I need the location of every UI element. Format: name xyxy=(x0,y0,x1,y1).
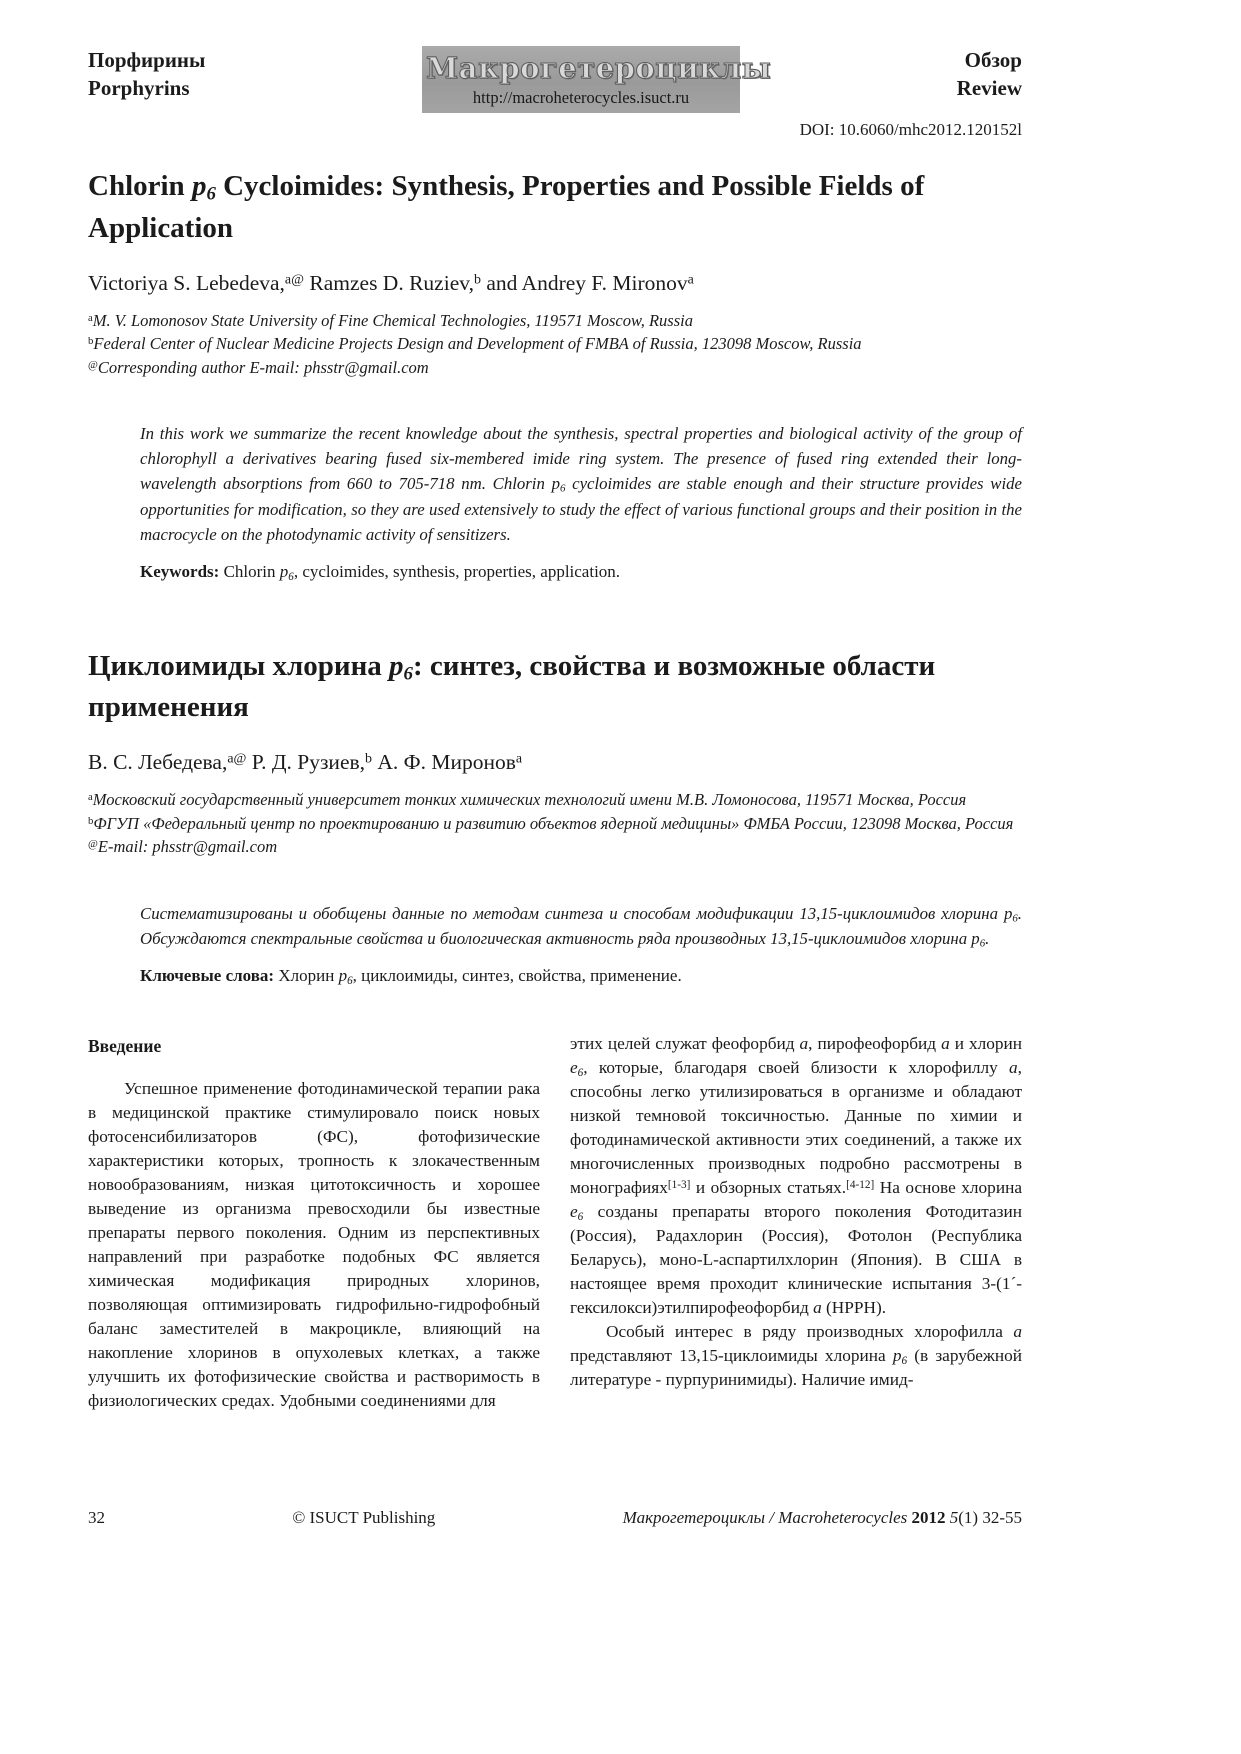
rubric-ru: Порфирины xyxy=(88,48,206,72)
left-column xyxy=(88,1032,540,1413)
article-title-ru: Циклоимиды хлорина $p_6$: синтез, свойства и возможные области применения xyxy=(88,649,936,724)
rubric-block xyxy=(88,46,205,103)
body-paragraph: Особый интерес в ряду производных хлорофилла a представляют 13,15-циклоимиды хлорина $p_6$ (в зарубежной литературе - пурпуринимиды). Наличие имид- xyxy=(570,1321,1022,1389)
article-body xyxy=(88,1032,1022,1413)
article-type-block xyxy=(957,46,1022,103)
publisher-credit: © ISUCT Publishing xyxy=(292,1508,436,1527)
corresponding-email-line: @E-mail: phsstr@gmail.com xyxy=(88,837,278,857)
corresponding-email-line: @Corresponding author E-mail: phsstr@gmail.com xyxy=(88,357,429,377)
affiliation-line: $^a$M. V. Lomonosov State University of Fine Chemical Technologies, 119571 Moscow, Russia xyxy=(88,310,693,330)
section-heading-introduction: Введение xyxy=(88,1035,162,1056)
body-paragraph: этих целей служат феофорбид a, пирофеофорбид a и хлорин $e_6$, которые, благодаря своей близости к хлорофиллу a, способны легко утилизироваться в организме и обладают низкой темновой токсичностью. Данные по химии и фотодинамической активности этих соединений, а также их многочисленных производных подробно рассмотрены в монографиях[1-3] и обзорных статьях.[4-12] На основе хлорина $e_6$ созданы препараты второго поколения Фотодитазин (Россия), Радахлорин (Россия), Фотолон (Республика Беларусь), моно-L-аспартилхлорин (Япония). В США в настоящее время проходит клинические испытания 3-(1´-гексилокси)этилпирофеофорбид a (HPPH). xyxy=(570,1033,1022,1317)
article-type-ru: Обзор xyxy=(964,48,1022,72)
affiliation-line: $^b$ФГУП «Федеральный центр по проектированию и развитию объектов ядерной медицины» ФМБА России, 123098 Москва, Россия xyxy=(88,813,1014,833)
abstract-en: In this work we summarize the recent knowledge about the synthesis, spectral properties and biological activity of the group of chlorophyll a derivatives bearing fused six-membered imide ring system. The presence of fused ring extended their long-wavelength absorptions from 660 to 705-718 nm. Chlorin $p_6$ cycloimides are stable enough and their structure provides wide opportunities for modification, so they are used extensively to study the effect of various functional groups and their position in the macrocycle on the photodynamic activity of sensitizers. xyxy=(140,423,1022,544)
affiliation-line: $^a$Московский государственный университет тонких химических технологий имени М.В. Ломоносова, 119571 Москва, Россия xyxy=(88,790,967,810)
authors-en: Victoriya S. Lebedeva,$^{a@}$ Ramzes D. Ruziev,$^b$ and Andrey F. Mironov$^a$ xyxy=(88,270,694,295)
right-column xyxy=(570,1032,1022,1413)
keywords-en: Keywords: Chlorin $p_6$, cycloimides, synthesis, properties, application. xyxy=(140,561,621,583)
article-type-en: Review xyxy=(956,76,1022,101)
page-number: 32 xyxy=(88,1508,105,1527)
rubric-en: Porphyrins xyxy=(88,76,190,101)
journal-page xyxy=(88,46,1022,1413)
doi-line: DOI: 10.6060/mhc2012.120152l xyxy=(799,120,1022,140)
page-footer xyxy=(88,1508,1022,1528)
journal-url: http://macroheterocycles.isuct.ru xyxy=(472,88,690,108)
article-title-en: Chlorin $p_6$ Cycloimides: Synthesis, Properties and Possible Fields of Application xyxy=(88,170,925,244)
journal-banner xyxy=(422,46,772,113)
abstract-ru: Систематизированы и обобщены данные по методам синтеза и способам модификации 13,15-циклоимидов хлорина $p_6$. Обсуждаются спектральные свойства и биологическая активность ряда производных 13,15-циклоимидов хлорина $p_6$. xyxy=(140,903,1022,950)
body-paragraph: Успешное применение фотодинамической терапии рака в медицинской практике стимулировало поиск новых фотосенсибилизаторов (ФС), фотофизические характеристики которых, тропность к злокачественным новообразованиям, низкая цитотоксичность и хорошее выведение из организма превосходили бы известные препараты первого поколения. Одним из перспективных направлений при разработке подобных ФС является химическая модификация природных хлоринов, позволяющая оптимизировать гидрофильно-гидрофобный баланс заместителей в макроцикле, влияющий на накопление хлоринов в опухолевых клетках, а также улучшить их фотофизические свойства и растворимость в физиологических средах. Удобными соединениями для xyxy=(88,1078,540,1410)
affiliations-en xyxy=(88,309,1022,379)
authors-ru: В. С. Лебедева,$^{a@}$ Р. Д. Рузиев,$^b$ А. Ф. Миронов$^a$ xyxy=(88,750,523,775)
keywords-ru: Ключевые слова: Хлорин $p_6$, циклоимиды, синтез, свойства, применение. xyxy=(140,965,682,987)
journal-reference: Макрогетероциклы / Macroheterocycles 2012 5(1) 32-55 xyxy=(622,1508,1022,1527)
affiliation-line: $^b$Federal Center of Nuclear Medicine Projects Design and Development of FMBA of Russia, 123098 Moscow, Russia xyxy=(88,334,862,354)
page-header xyxy=(88,46,1022,113)
affiliations-ru xyxy=(88,788,1022,858)
journal-logo-text: Макрогетероциклы xyxy=(426,51,772,85)
